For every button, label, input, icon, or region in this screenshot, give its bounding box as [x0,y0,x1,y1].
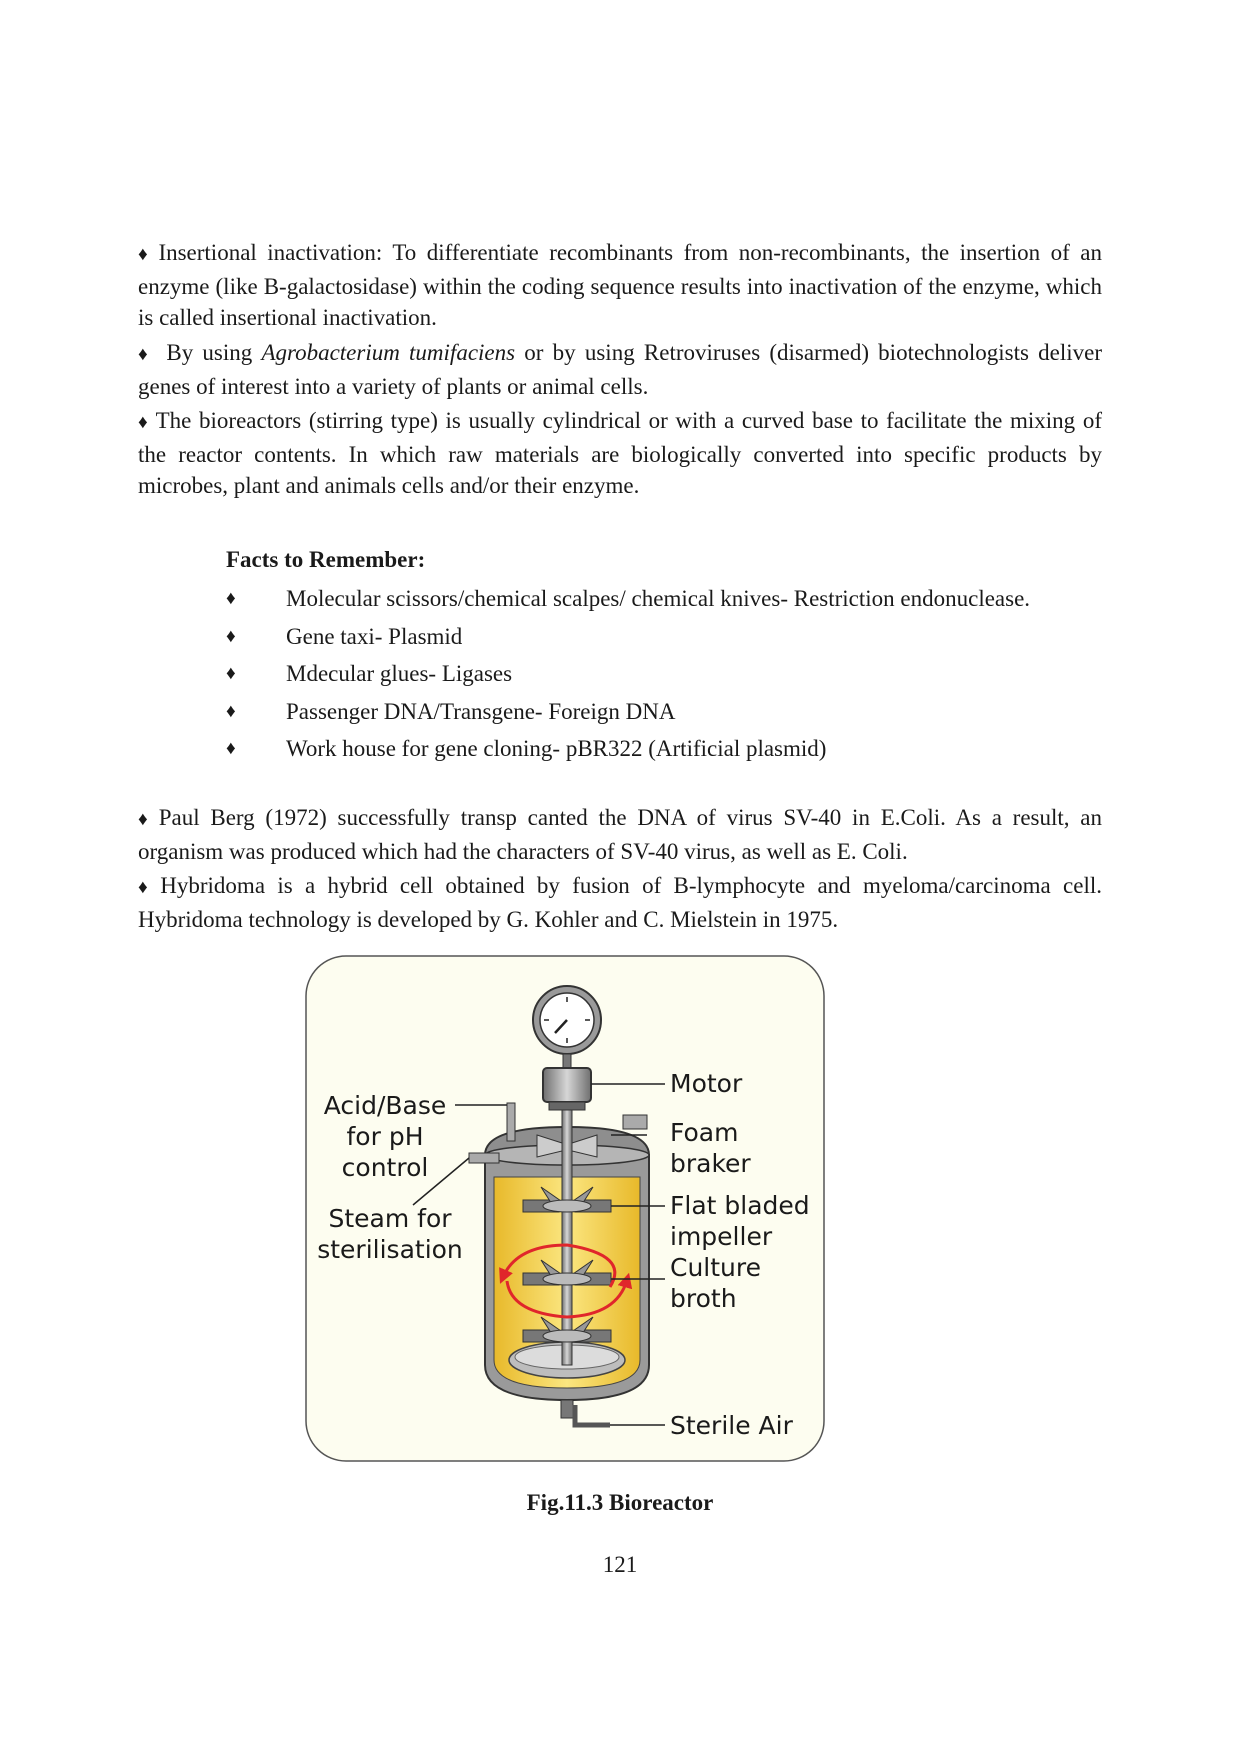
label-control: control [341,1153,429,1182]
label-broth: broth [670,1284,737,1313]
bioreactor-figure [305,955,825,1462]
paragraph-paul-berg: ♦ Paul Berg (1972) successfully transp canted the DNA of virus SV-40 in E.Coli. As a result, an organism was produced which had the characters of SV-40 virus, as well as E. Coli. [138,805,1102,864]
bullet-icon: ♦ [226,738,236,759]
side-port [623,1115,647,1129]
bullet-icon: ♦ [226,588,236,609]
steam-pipe [469,1153,499,1163]
paragraph-hybridoma: ♦ Hybridoma is a hybrid cell obtained by fusion of B-lymphocyte and myeloma/carcinoma cell. Hybridoma technology is developed by G. Kohler and C. Mielstein in 1975. [138,873,1102,932]
page-number: 121 [602,1552,638,1577]
bullet-icon: ♦ [226,663,236,684]
label-for-ph: for pH [346,1122,424,1151]
list-item: ♦ Molecular scissors/chemical scalpes/ chemical knives- Restriction endonuclease. [226,580,1030,618]
label-acid-base: Acid/Base [323,1091,447,1120]
label-culture: Culture [670,1253,762,1282]
bullet-icon: ♦ [138,877,155,898]
label-flat-bladed: Flat bladed [670,1191,810,1220]
label-impeller: impeller [670,1222,773,1251]
bullet-icon: ♦ [138,344,152,365]
bullet-icon: ♦ [226,625,236,647]
motor-icon [543,1068,591,1110]
acid-base-pipe [507,1103,515,1141]
bullet-icon: ♦ [138,412,150,433]
list-item: ♦ Mdecular glues- Ligases [226,655,1030,693]
paragraph-insertional-inactivation: ♦ Insertional inactivation: To differentiate recombinants from non-recombinants, the insertion of an enzyme (like B-galactosidase) within the coding sequence results into inactivation of the enzyme, which is called insertional inactivation. [138,240,1102,330]
impeller-shaft [562,1110,572,1365]
facts-heading: Facts to Remember: [226,547,426,572]
label-motor: Motor [670,1069,743,1098]
bullet-icon: ♦ [138,244,153,265]
label-foam: Foam [670,1118,739,1147]
facts-list [226,580,1030,768]
paragraph-agrobacterium: ♦ By using Agrobacterium tumifaciens or by using Retroviruses (disarmed) biotechnologists deliver genes of interest into a variety of plants or animal cells. [138,340,1102,399]
list-item: ♦ Gene taxi- Plasmid [226,618,1030,656]
figure-caption: Fig.11.3 Bioreactor [526,1490,714,1515]
label-sterile-air: Sterile Air [670,1411,793,1440]
species-name: Agrobacterium tumifaciens [261,340,516,365]
bullet-icon: ♦ [138,809,153,830]
list-item: ♦ Work house for gene cloning- pBR322 (Artificial plasmid) [226,730,1030,768]
label-braker: braker [670,1149,751,1178]
label-steam-for: Steam for [328,1204,452,1233]
list-item: ♦ Passenger DNA/Transgene- Foreign DNA [226,693,1030,731]
paragraph-bioreactors: ♦ The bioreactors (stirring type) is usually cylindrical or with a curved base to facilitate the mixing of the reactor contents. In which raw materials are biologically converted into specific products by microbes, plant and animals cells and/or their enzyme. [138,408,1102,498]
bullet-icon: ♦ [226,700,236,722]
label-sterilisation: sterilisation [317,1235,463,1264]
